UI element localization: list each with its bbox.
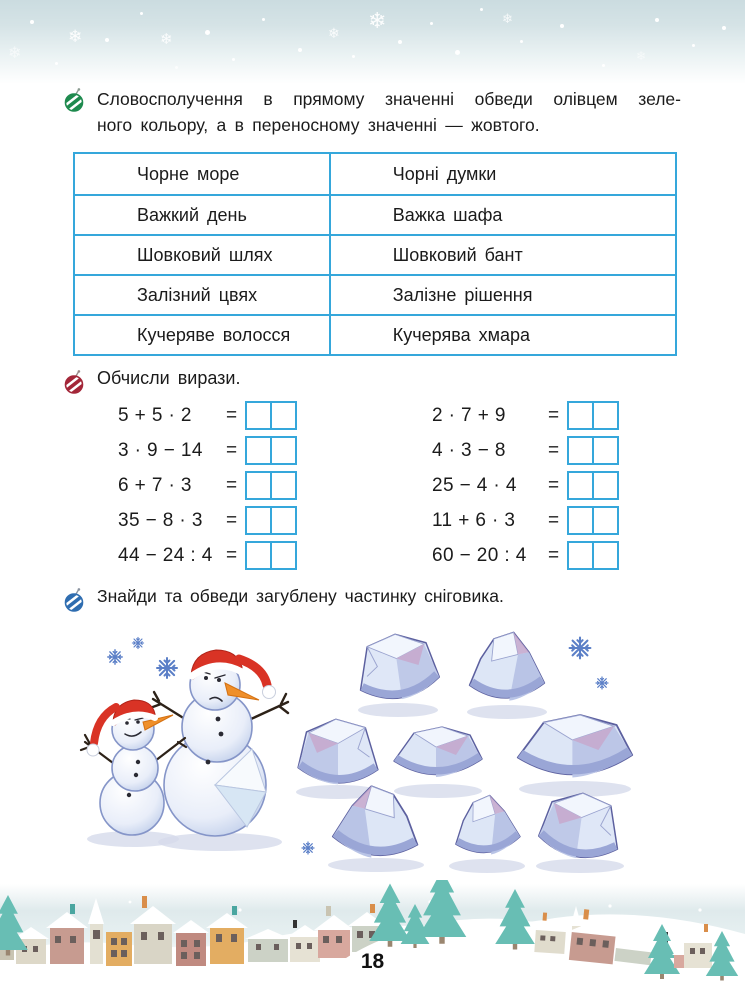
answer-box[interactable] — [567, 401, 594, 430]
snow-banner — [0, 0, 745, 84]
task2-title: Обчисли вирази. — [97, 368, 241, 388]
equals-sign: = — [226, 439, 238, 461]
shadow — [449, 859, 525, 873]
math-row — [432, 468, 619, 503]
snow-dot — [398, 40, 402, 44]
table-cell[interactable]: Залізний цвях — [75, 274, 329, 314]
snow-dot — [430, 22, 433, 25]
answer-box[interactable] — [270, 436, 297, 465]
table-cell[interactable]: Важкий день — [75, 194, 329, 234]
christmas-ornament-blue-icon — [63, 587, 86, 614]
ice-piece[interactable] — [536, 788, 624, 864]
shadow — [328, 858, 424, 872]
table-cell[interactable]: Кучерява хмара — [329, 314, 675, 354]
answer-boxes — [245, 471, 297, 500]
shadow — [394, 784, 482, 798]
answer-boxes — [567, 436, 619, 465]
task1-line2: ного кольору, а в переносному значенні — жовтого. — [97, 115, 540, 135]
snowflake-icon: ❄ — [328, 25, 340, 41]
expression: 44 − 24 : 4 — [118, 544, 213, 566]
ice-piece[interactable] — [394, 727, 482, 777]
math-row — [118, 468, 297, 503]
snow-dot — [602, 64, 605, 67]
expression: 6 + 7 · 3 — [118, 474, 192, 496]
answer-boxes — [245, 401, 297, 430]
answer-boxes — [245, 506, 297, 535]
expression: 35 − 8 · 3 — [118, 509, 203, 531]
answer-box[interactable] — [592, 436, 619, 465]
ice-piece[interactable] — [518, 715, 632, 778]
snowflake-icon — [108, 650, 122, 664]
snow-dot — [140, 12, 143, 15]
task3-title: Знайди та обведи загублену частинку сніговика. — [97, 586, 504, 606]
shadow — [467, 705, 547, 719]
snowflake-icon — [132, 637, 143, 648]
snow-dot — [692, 44, 695, 47]
answer-box[interactable] — [567, 506, 594, 535]
snow-dot — [352, 55, 355, 58]
answer-box[interactable] — [270, 541, 297, 570]
shadow — [519, 781, 631, 797]
table-cell[interactable]: Кучеряве волосся — [75, 314, 329, 354]
answer-box[interactable] — [567, 436, 594, 465]
christmas-ornament-red-icon — [63, 369, 86, 396]
equals-sign: = — [226, 509, 238, 531]
expression: 5 + 5 · 2 — [118, 404, 192, 426]
answer-boxes — [567, 541, 619, 570]
ice-piece[interactable] — [452, 793, 521, 857]
answer-box[interactable] — [592, 471, 619, 500]
snowflake-icon: ❄ — [502, 11, 513, 26]
snow-dot — [722, 26, 726, 30]
snowflake-icon — [157, 658, 177, 678]
expression: 4 · 3 − 8 — [432, 439, 506, 461]
equals-sign: = — [548, 439, 560, 461]
snow-dot — [262, 18, 265, 21]
answer-boxes — [245, 436, 297, 465]
snow-dot — [205, 30, 210, 35]
snowflake-icon: ❄ — [636, 49, 647, 63]
math-row — [432, 433, 619, 468]
snow-dot — [655, 18, 659, 22]
math-row — [432, 503, 619, 538]
answer-box[interactable] — [245, 471, 272, 500]
answer-box[interactable] — [245, 506, 272, 535]
expression: 3 · 9 − 14 — [118, 439, 203, 461]
snow-dot — [30, 20, 34, 24]
snow-dot — [480, 8, 483, 11]
table-cell[interactable]: Важка шафа — [329, 194, 675, 234]
snow-dot — [232, 58, 235, 61]
answer-box[interactable] — [245, 541, 272, 570]
math-column-left — [118, 398, 297, 573]
answer-box[interactable] — [270, 506, 297, 535]
shadow — [536, 859, 624, 873]
snowflake-icon: ❄ — [368, 8, 387, 33]
table-cell[interactable]: Шовковий бант — [329, 234, 675, 274]
table-cell[interactable]: Шовковий шлях — [75, 234, 329, 274]
ice-piece[interactable] — [470, 632, 545, 700]
answer-boxes — [567, 471, 619, 500]
snowflake-icon: ❄ — [160, 31, 173, 48]
task1-instruction — [97, 86, 681, 138]
answer-box[interactable] — [270, 401, 297, 430]
answer-box[interactable] — [245, 436, 272, 465]
answer-box[interactable] — [245, 401, 272, 430]
snow-dot — [455, 50, 460, 55]
math-row — [118, 538, 297, 573]
snow-dot — [520, 40, 523, 43]
shadow — [358, 703, 438, 717]
math-column-right — [432, 398, 619, 573]
math-row — [118, 398, 297, 433]
task1-line1: Словосполучення в прямому значенні обведи олівцем зеле- — [97, 89, 681, 109]
equals-sign: = — [548, 544, 560, 566]
big-snowman — [150, 650, 288, 836]
expression: 11 + 6 · 3 — [432, 509, 516, 531]
math-row — [432, 538, 619, 573]
snowflake-icon — [596, 677, 608, 689]
snowflake-icon: ❄ — [8, 45, 22, 62]
snow-dot — [560, 24, 564, 28]
table-cell[interactable]: Чорне море — [137, 163, 240, 184]
winter-village-illustration — [0, 880, 745, 1000]
ice-piece[interactable] — [298, 719, 378, 784]
answer-box[interactable] — [592, 541, 619, 570]
expression: 2 · 7 + 9 — [432, 404, 506, 426]
equals-sign: = — [226, 404, 238, 426]
equals-sign: = — [548, 404, 560, 426]
math-row — [432, 398, 619, 433]
equals-sign: = — [548, 474, 560, 496]
answer-box[interactable] — [592, 401, 619, 430]
answer-box[interactable] — [567, 541, 594, 570]
answer-box[interactable] — [270, 471, 297, 500]
snow-dot — [105, 38, 109, 42]
snowflake-icon: ❄ — [68, 27, 83, 46]
expression: 25 − 4 · 4 — [432, 474, 517, 496]
table-cell[interactable]: Чорні думки — [329, 154, 675, 194]
snowflake-icon — [302, 842, 314, 854]
answer-box[interactable] — [567, 471, 594, 500]
answer-box[interactable] — [592, 506, 619, 535]
snow-dot — [175, 66, 178, 69]
equals-sign: = — [548, 509, 560, 531]
math-row — [118, 503, 297, 538]
snowflake-icon — [570, 638, 591, 659]
table-cell[interactable]: Залізне рішення — [329, 274, 675, 314]
math-row — [118, 433, 297, 468]
snow-dot — [298, 48, 302, 52]
page-number: 18 — [360, 950, 385, 973]
word-pairs-table — [73, 152, 677, 356]
equals-sign: = — [226, 544, 238, 566]
equals-sign: = — [226, 474, 238, 496]
snow-dot — [55, 62, 58, 65]
ice-piece[interactable] — [354, 629, 442, 705]
expression: 60 − 20 : 4 — [432, 544, 527, 566]
answer-boxes — [567, 506, 619, 535]
snowmen-and-ice-pieces-illustration — [55, 615, 695, 883]
answer-boxes — [567, 401, 619, 430]
christmas-ornament-green-icon — [63, 87, 86, 114]
answer-boxes — [245, 541, 297, 570]
